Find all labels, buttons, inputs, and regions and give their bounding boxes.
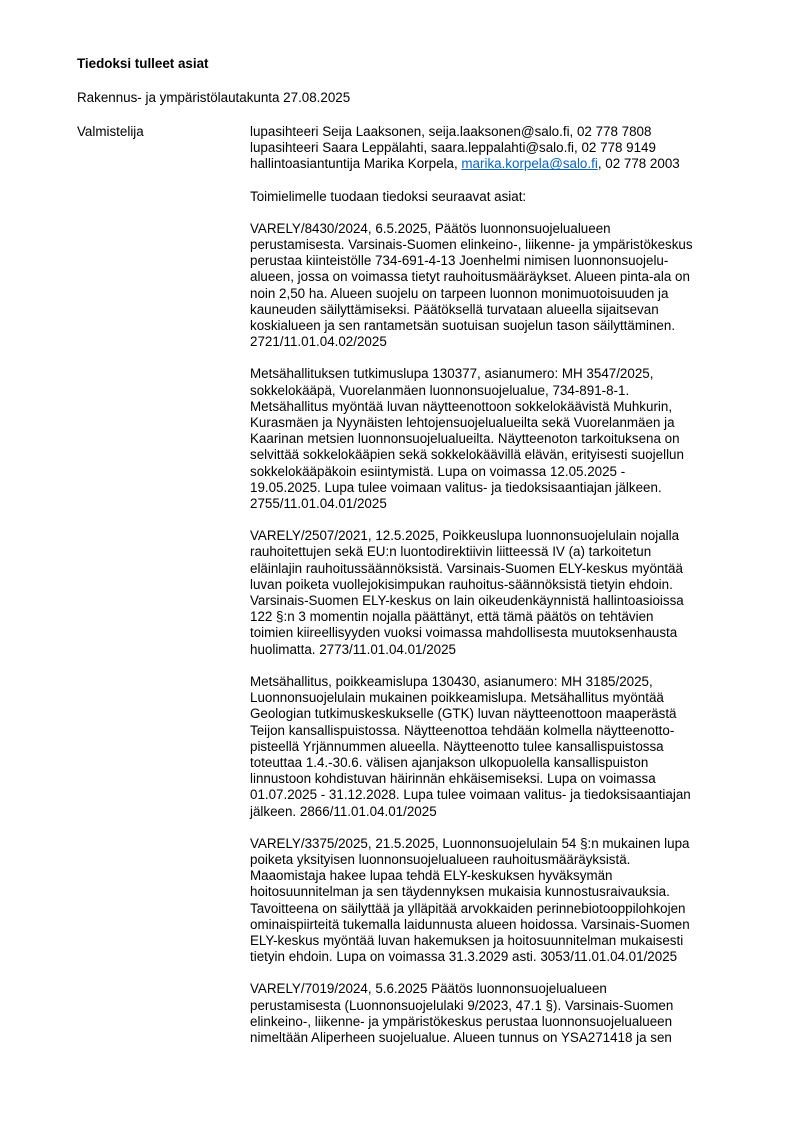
notice-item — [250, 981, 742, 1046]
notice-line: ominaispiirteitä tukemalla laidunnusta alueen hoidossa. Varsinais-Suomen — [250, 916, 690, 932]
notice-line: perustaa kiinteistölle 734-691-4-13 Joenhelmi nimisen luonnonsuojelu- — [250, 253, 669, 269]
notice-line: VARELY/7019/2024, 5.6.2025 Päätös luonnonsuojelualueen — [250, 981, 607, 997]
notice-line: 2755/11.01.04.01/2025 — [250, 496, 387, 512]
notice-line: ELY-keskus myöntää luvan hakemuksen ja hoitosuunnitelman mukaisesti — [250, 932, 684, 948]
email-link[interactable]: marika.korpela@salo.fi — [461, 156, 598, 172]
notice-item — [250, 674, 742, 820]
notice-line: 19.05.2025. Lupa tulee voimaan valitus- ja tiedoksisaantiajan jälkeen. — [250, 479, 662, 495]
notice-line: VARELY/3375/2025, 21.5.2025, Luonnonsuojelulain 54 §:n mukainen lupa — [250, 835, 690, 851]
notice-line: koskialueen ja sen rantametsän suotuisan suojelun tason säilyttäminen. — [250, 318, 676, 334]
notice-line: rauhoitettujen sekä EU:n luontodirektiivin liitteessä IV (a) tarkoitetun — [250, 544, 652, 560]
notice-line: toimien kiireellisyyden vuoksi voimassa mahdollisesta muutoksenhausta — [250, 625, 678, 641]
notice-item — [250, 528, 742, 658]
section-heading: Tiedoksi tulleet asiat — [77, 56, 209, 71]
notice-line: huolimatta. 2773/11.01.04.01/2025 — [250, 641, 456, 657]
notice-item — [250, 221, 742, 351]
notice-line: Tavoitteena on säilyttää ja ylläpitää arvokkaiden perinnebiotooppilohkojen — [250, 900, 686, 916]
notice-line: VARELY/2507/2021, 12.5.2025, Poikkeuslupa luonnonsuojelulain nojalla — [250, 528, 680, 544]
notice-line: Maaomistaja hakee lupaa tehdä ELY-keskuksen hyväksymän — [250, 868, 613, 884]
notice-line: Metsähallitus, poikkeamislupa 130430, asianumero: MH 3185/2025, — [250, 673, 653, 689]
notice-line: kauneuden säilyttämiseksi. Päätöksellä turvataan alueella sijaitsevan — [250, 301, 659, 317]
notice-line: Kaarinan metsien luonnonsuojelualueilta. Näytteenoton tarkoituksena on — [250, 431, 680, 447]
notice-line: selvittää sokkelokääpien sekä sokkelokäävillä elävän, erityisesti suojellun — [250, 447, 684, 463]
notice-line: perustamisesta. Varsinais-Suomen elinkeino-, liikenne- ja ympäristökeskus — [250, 237, 693, 253]
preparer-label: Valmistelija — [77, 124, 144, 139]
preparer-text: hallintoasiantuntija Marika Korpela, — [250, 156, 462, 172]
notice-line: elinkeino-, liikenne- ja ympäristökeskus perustaa luonnonsuojelualueen — [250, 1013, 673, 1029]
notice-line: toteuttaa 1.4.-30.6. välisen ajanjakson ulkopuolella kansallispuiston — [250, 754, 649, 770]
preparers-block — [250, 124, 742, 173]
notice-line: Luonnonsuojelulain mukainen poikkeamislupa. Metsähallitus myöntää — [250, 690, 664, 706]
items-list — [250, 221, 742, 1046]
notice-line: 01.07.2025 - 31.12.2028. Lupa tulee voimaan valitus- ja tiedoksisaantiajan — [250, 787, 691, 803]
intro-text: Toimielimelle tuodaan tiedoksi seuraavat asiat: — [250, 188, 527, 204]
notice-line: Metsähallituksen tutkimuslupa 130377, asianumero: MH 3547/2025, — [250, 366, 654, 382]
notice-line: 122 §:n 3 momentin nojalla päättänyt, että tämä päätös on tehtävien — [250, 609, 654, 625]
notice-line: VARELY/8430/2024, 6.5.2025, Päätös luonnonsuojelualueen — [250, 220, 611, 236]
notice-line: noin 2,50 ha. Alueen suojelu on tarpeen luonnon monimuotoisuuden ja — [250, 285, 669, 301]
notice-line: Kurasmäen ja Nyynäisten lehtojensuojelualueilta sekä Vuorelanmäen ja — [250, 415, 675, 431]
notice-line: hoitosuunnitelman ja sen täydennyksen mukaisia kunnostusraivauksia. — [250, 884, 670, 900]
notice-line: sokkelokääpäkoin esiintymistä. Lupa on voimassa 12.05.2025 - — [250, 463, 626, 479]
notice-line: tietyin ehdoin. Lupa on voimassa 31.3.2029 asti. 3053/11.01.04.01/2025 — [250, 949, 678, 965]
notice-line: linnustoon kohdistuvan häirinnän ehkäisemiseksi. Lupa on voimassa — [250, 771, 656, 787]
notice-line: poiketa yksityisen luonnonsuojelualueen rauhoitusmääräyksistä. — [250, 851, 631, 867]
notice-line: sokkelokääpä, Vuorelanmäen luonnonsuojelualue, 734-891-8-1. — [250, 382, 630, 398]
notice-line: Geologian tutkimuskeskukselle (GTK) luvan näytteenottoon maaperästä — [250, 706, 677, 722]
meeting-board-line: Rakennus- ja ympäristölautakunta 27.08.2025 — [77, 90, 351, 105]
notice-line: eläinlajin rauhoitussäännöksistä. Varsinais-Suomen ELY-keskus myöntää — [250, 560, 683, 576]
preparer-phone: , 02 778 2003 — [597, 156, 680, 172]
notice-line: nimeltään Aliperheen suojelualue. Alueen tunnus on YSA271418 ja sen — [250, 1029, 672, 1045]
notice-item — [250, 366, 742, 512]
notice-item — [250, 836, 742, 966]
notice-line: 2721/11.01.04.02/2025 — [250, 334, 387, 350]
notice-line: Metsähallitus myöntää luvan näytteenottoon sokkelokäävistä Muhkurin, — [250, 398, 673, 414]
notice-line: jälkeen. 2866/11.01.04.01/2025 — [250, 803, 437, 819]
document-body — [250, 124, 742, 1062]
notice-line: pisteellä Yrjännummen alueella. Näytteenotto tulee kansallispuistossa — [250, 738, 664, 754]
notice-line: alueen, jossa on voimassa tietyt rauhoitusmääräykset. Alueen pinta-ala on — [250, 269, 690, 285]
preparer-line: lupasihteeri Saara Leppälahti, saara.leppalahti@salo.fi, 02 778 9149 — [250, 140, 656, 156]
preparer-line: lupasihteeri Seija Laaksonen, seija.laaksonen@salo.fi, 02 778 7808 — [250, 124, 652, 139]
notice-line: Teijon kansallispuistossa. Näytteenottoa tehdään kolmella näytteenotto- — [250, 722, 675, 738]
notice-line: perustamisesta (Luonnonsuojelulaki 9/2023, 47.1 §). Varsinais-Suomen — [250, 997, 674, 1013]
preparer-line — [250, 156, 742, 172]
notice-line: Varsinais-Suomen ELY-keskus on lain oikeudenkäynnistä hallintoasioissa — [250, 593, 684, 609]
notice-line: luvan poiketa vuollejokisimpukan rauhoitus-säännöksistä tietyin ehdoin. — [250, 576, 673, 592]
